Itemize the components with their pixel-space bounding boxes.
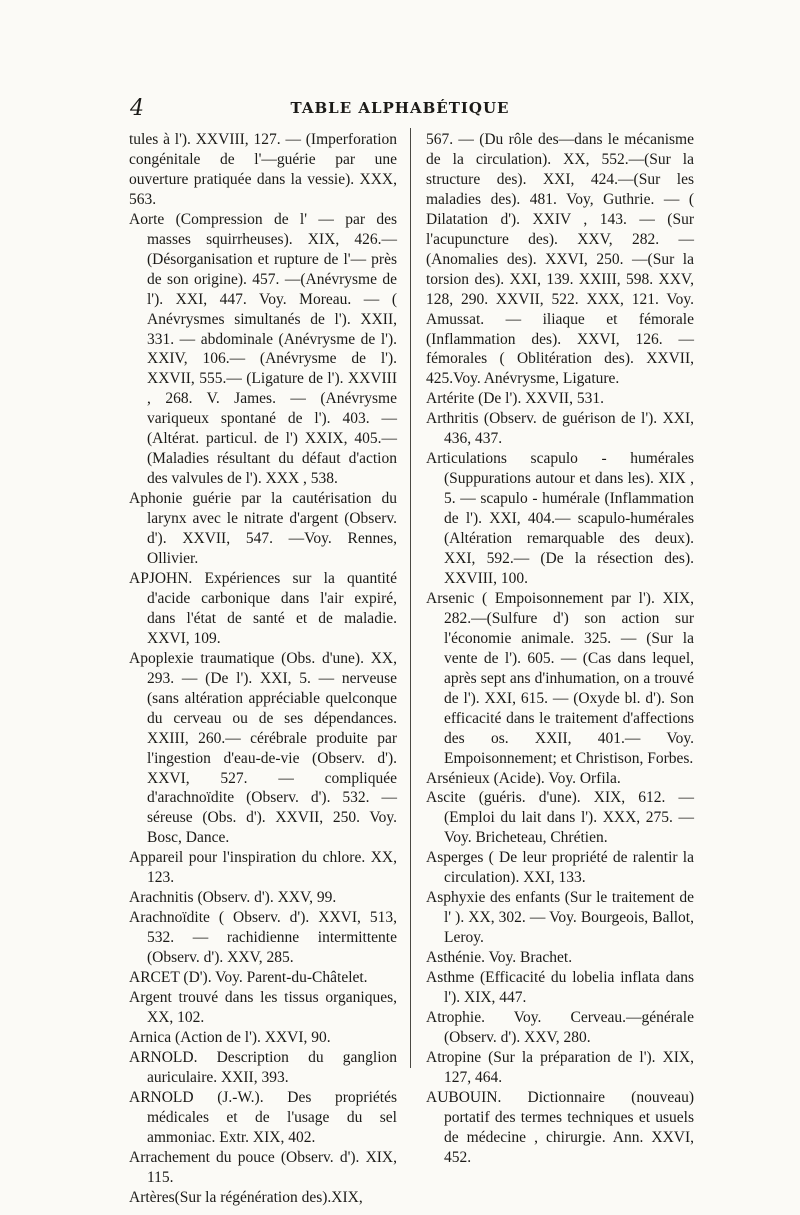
index-entry: Atropine (Sur la préparation de l'). XIX, 127, 464. [426,1048,694,1086]
index-entry: Asphyxie des enfants (Sur le traitement de l' ). XX, 302. — Voy. Bourgeois, Ballot, Leroy. [426,889,694,947]
index-entry: ARNOLD. Description du ganglion auriculaire. XXII, 393. [129,1048,397,1086]
index-entry: AUBOUIN. Dictionnaire (nouveau) portatif des termes techniques et usuels de médecine , chirurgie. Ann. XXVI, 452. [426,1088,694,1166]
index-entry: APJOHN. Expériences sur la quantité d'acide carbonique dans l'air expiré, dans l'état de santé et de maladie. XXVI, 109. [129,569,397,647]
index-entry: Arnica (Action de l'). XXVI, 90. [129,1028,331,1046]
index-entry: Asthénie. Voy. Brachet. [426,949,573,967]
index-entry: 567. — (Du rôle des—dans le mécanisme de la circulation). XX, 552.—(Sur la structure des). XXI, 424.—(Sur les maladies des). 481. Voy, Guthrie. — ( Dilatation d'). XXIV , 143. — (Sur l'acupuncture des). XXV, 282. —(Anomalies des). XXVI, 250. —(Sur la torsion des). XXI, 139. XXIII, 598. XXV, 128, 290. XXVII, 522. XXX, 121. Voy. Amussat. — iliaque et fémorale (Inflammation des). XXVI, 126. — fémorales ( Oblitération des). XXVII, 425.Voy. Anévrysme, Ligature. [426,131,694,388]
index-entry: Apoplexie traumatique (Obs. d'une). XX, 293. — (De l'). XXI, 5. — nerveuse (sans altération appréciable quelconque du cerveau ou de ses dépendances. XXIII, 260.— cérébrale produite par l'ingestion d'eau-de-vie (Observ. d'). XXVI, 527. — compliquée d'arachnoïdite (Observ. d'). 532. —séreuse (Obs. d'). XXVII, 250. Voy. Bosc, Dance. [129,649,397,847]
column-divider [410,128,411,1068]
index-entry: Ascite (guéris. d'une). XIX, 612. — (Emploi du lait dans l'). XXX, 275. — Voy. Bricheteau, Chrétien. [426,789,694,847]
index-entry: Arthritis (Observ. de guérison de l'). XXI, 436, 437. [426,410,694,448]
index-entry: Arachnoïdite ( Observ. d'). XXVI, 513, 532. — rachidienne intermittente (Observ. d'). XXV, 285. [129,909,397,967]
index-entry: Atrophie. Voy. Cerveau.—générale (Observ. d'). XXV, 280. [426,1008,694,1046]
left-column [129,130,397,1207]
index-entry: Aorte (Compression de l' — par des masses squirrheuses). XIX, 426.— (Désorganisation et rupture de l'— près de son origine). 457. —(Anévrysme de l'). XXI, 447. Voy. Moreau. — ( Anévrysmes simultanés de l'). XXII, 331. — abdominale (Anévrysme de l'). XXIV, 106.— (Anévrysme de l'). XXVII, 555.— (Ligature de l'). XXVIII , 268. V. James. — (Anévrysme variqueux spontané de l'). 403. — (Altérat. particul. de l') XXIX, 405.—(Maladies résultant du défaut d'action des valvules de l'). XXX , 538. [129,210,397,488]
index-entry: Articulations scapulo - humérales (Suppurations autour et dans les). XIX , 5. — scapulo - humérale (Inflammation de l'). XXI, 404.— scapulo-humérales (Altération remarquable des deux). XXI, 592.— (De la résection des). XXVIII, 100. [426,450,694,587]
index-entry: Artères(Sur la régénération des).XIX, [129,1188,363,1206]
index-entry: Artérite (De l'). XXVII, 531. [426,390,604,408]
index-entry: Asperges ( De leur propriété de ralentir la circulation). XXI, 133. [426,849,694,887]
running-head: TABLE ALPHABÉTIQUE [290,99,510,117]
index-entry: tules à l'). XXVIII, 127. — (Imperforation congénitale de l'—guérie par une ouverture pratiquée dans la vessie). XXX, 563. [129,131,397,208]
index-entry: Asthme (Efficacité du lobelia inflata dans l'). XIX, 447. [426,969,694,1006]
index-entry: Arrachement du pouce (Observ. d'). XIX, 115. [129,1148,397,1186]
index-entry: Aphonie guérie par la cautérisation du larynx avec le nitrate d'argent (Observ. d'). XXVII, 547. —Voy. Rennes, Ollivier. [129,490,397,568]
index-entry: Arachnitis (Observ. d'). XXV, 99. [129,889,337,907]
page-number: 4 [130,96,144,121]
index-entry: Arsénieux (Acide). Voy. Orfila. [426,769,621,787]
index-entry: Argent trouvé dans les tissus organiques, XX, 102. [129,988,397,1026]
right-column [426,130,694,1168]
index-entry: Arsenic ( Empoisonnement par l'). XIX, 282.—(Sulfure d') son action sur l'économie animale. 325. — (Sur la vente de l'). 605. — (Cas dans lequel, après sept ans d'inhumation, on a trouvé de l'). XXI, 615. — (Oxyde bl. d'). Son efficacité dans le traitement d'affections des os. XXII, 401.— Voy. Empoisonnement; et Christison, Forbes. [426,589,694,767]
index-entry: ARNOLD (J.-W.). Des propriétés médicales et de l'usage du sel ammoniac. Extr. XIX, 402. [129,1088,397,1146]
index-entry: Appareil pour l'inspiration du chlore. XX, 123. [129,849,397,887]
index-entry: ARCET (D'). Voy. Parent-du-Châtelet. [129,969,368,987]
